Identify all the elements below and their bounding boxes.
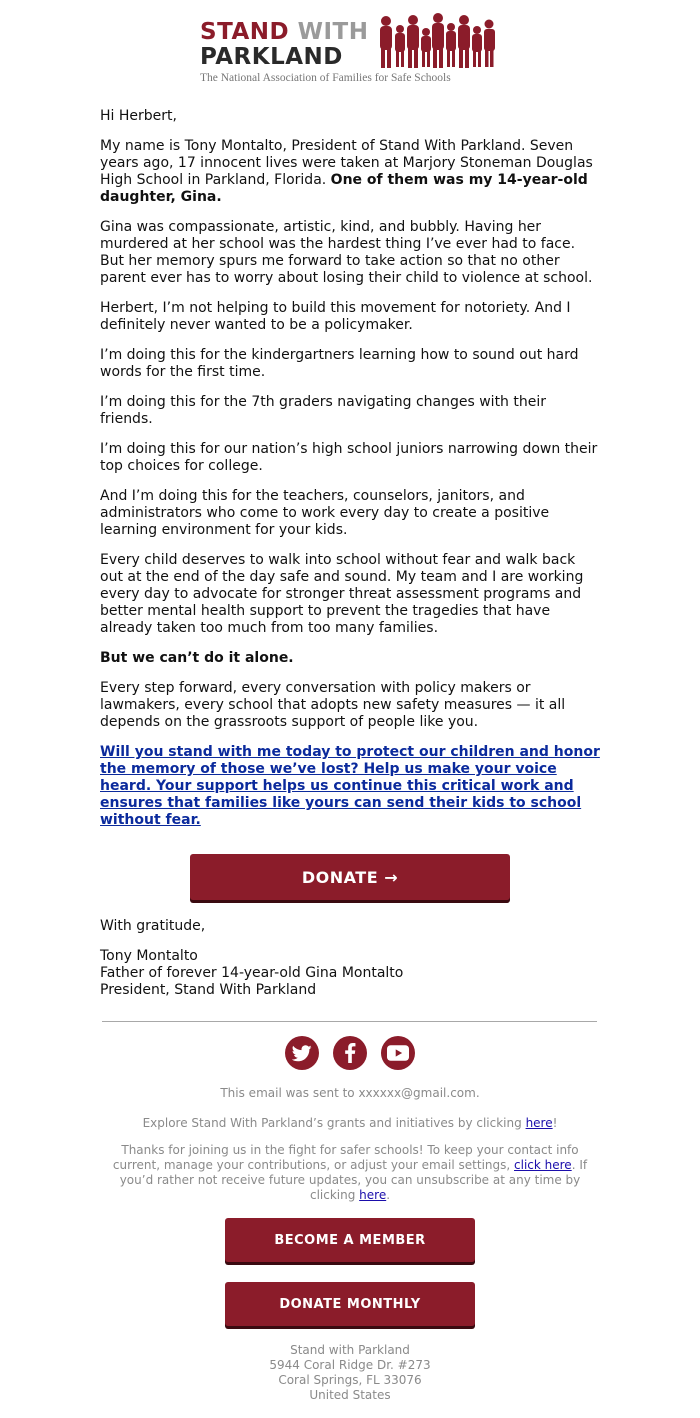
preferences-text-c: . bbox=[386, 1188, 391, 1202]
preferences-text-b: . If you’d rather not receive future updates, you can unsubscribe at any time by clicking bbox=[119, 1158, 588, 1202]
signature-title-president: President, Stand With Parkland bbox=[100, 982, 317, 998]
greeting: Hi Herbert, bbox=[100, 108, 177, 124]
youtube-icon[interactable] bbox=[381, 1036, 415, 1070]
explore-text-a: Explore Stand With Parkland’s grants and initiatives by clicking bbox=[142, 1116, 526, 1130]
unsubscribe-link[interactable]: here bbox=[359, 1188, 387, 1202]
donate-button[interactable]: DONATE → bbox=[190, 854, 510, 900]
facebook-icon[interactable] bbox=[333, 1036, 367, 1070]
paragraph-gina: Gina was compassionate, artistic, kind, and bubbly. Having her murdered at her school was the hardest thing I’ve ever had to face. But her memory spurs me forward to take action so that no other parent ever has to worry about losing their child to violence at school. bbox=[100, 219, 593, 286]
facebook-f-icon bbox=[344, 1043, 356, 1063]
preferences-text bbox=[100, 1143, 600, 1203]
paragraph-notoriety: Herbert, I’m not helping to build this movement for notoriety. And I definitely never wanted to be a policymaker. bbox=[100, 300, 571, 333]
closing: With gratitude, bbox=[100, 918, 206, 934]
logo-word-stand: STAND bbox=[200, 19, 290, 45]
donate-cta-link[interactable]: Will you stand with me today to protect our children and honor the memory of those we’ve lost? Help us make your voice heard. Your support helps us continue this critical work and ensures that families like yours can send their kids to school without fear. bbox=[100, 744, 600, 828]
family-silhouettes-icon bbox=[374, 12, 498, 70]
letter-body bbox=[100, 108, 600, 842]
paragraph-cant-alone: But we can’t do it alone. bbox=[100, 650, 294, 666]
logo-line1 bbox=[200, 20, 369, 44]
signoff bbox=[100, 918, 600, 999]
signature-title-father: Father of forever 14-year-old Gina Montalto bbox=[100, 965, 404, 981]
address-city: Coral Springs, FL 33076 bbox=[278, 1373, 422, 1387]
explore-here-link[interactable]: here bbox=[525, 1116, 553, 1130]
donate-monthly-button[interactable]: DONATE MONTHLY bbox=[225, 1282, 475, 1326]
become-member-button[interactable]: BECOME A MEMBER bbox=[225, 1218, 475, 1262]
preferences-text-a: Thanks for joining us in the fight for safer schools! To keep your contact info current, manage your contributions, or adjust your email settings, bbox=[112, 1143, 579, 1172]
address-country: United States bbox=[309, 1388, 391, 1402]
explore-text-b: ! bbox=[552, 1116, 558, 1130]
paragraph-7th-graders: I’m doing this for the 7th graders navigating changes with their friends. bbox=[100, 394, 547, 427]
signature-name: Tony Montalto bbox=[100, 948, 198, 964]
signature-block bbox=[100, 948, 600, 999]
mailing-address bbox=[100, 1343, 600, 1403]
logo-tagline: The National Association of Families for Safe Schools bbox=[200, 72, 451, 84]
youtube-play-icon bbox=[387, 1045, 409, 1061]
paragraph-every-step: Every step forward, every conversation with policy makers or lawmakers, every school that adopts new safety measures — it all depends on the grassroots support of people like you. bbox=[100, 680, 566, 730]
paragraph-intro bbox=[100, 138, 600, 206]
footer-divider bbox=[102, 1021, 597, 1022]
manage-settings-link[interactable]: click here bbox=[514, 1158, 572, 1172]
stand-with-parkland-logo[interactable] bbox=[198, 12, 502, 90]
paragraph-kindergartners: I’m doing this for the kindergartners learning how to sound out hard words for the first time. bbox=[100, 347, 579, 380]
sent-to-text: This email was sent to xxxxxx@gmail.com. bbox=[220, 1086, 480, 1100]
twitter-bird-icon bbox=[292, 1045, 312, 1062]
address-org: Stand with Parkland bbox=[290, 1343, 410, 1357]
twitter-icon[interactable] bbox=[285, 1036, 319, 1070]
address-street: 5944 Coral Ridge Dr. #273 bbox=[269, 1358, 431, 1372]
paragraph-intro-text: My name is Tony Montalto, President of Stand With Parkland. Seven years ago, 17 innocent lives were taken at Marjory Stoneman Douglas High School in Parkland, Florida. bbox=[100, 138, 593, 188]
paragraph-teachers: And I’m doing this for the teachers, counselors, janitors, and administrators who come to work every day to create a positive learning environment for your kids. bbox=[100, 488, 550, 538]
logo-word-with: WITH bbox=[297, 19, 369, 45]
logo-word-parkland: PARKLAND bbox=[200, 44, 343, 70]
paragraph-intro-bold: One of them was my 14-year-old daughter, Gina. bbox=[100, 172, 588, 205]
social-links bbox=[285, 1036, 415, 1070]
paragraph-every-child: Every child deserves to walk into school without fear and walk back out at the end of the day safe and sound. My team and I are working every day to advocate for stronger threat assessment programs and better mental health support to prevent the tragedies that have already taken too much from too many families. bbox=[100, 552, 584, 636]
paragraph-juniors: I’m doing this for our nation’s high school juniors narrowing down their top choices for college. bbox=[100, 441, 598, 474]
explore-text bbox=[100, 1116, 600, 1131]
